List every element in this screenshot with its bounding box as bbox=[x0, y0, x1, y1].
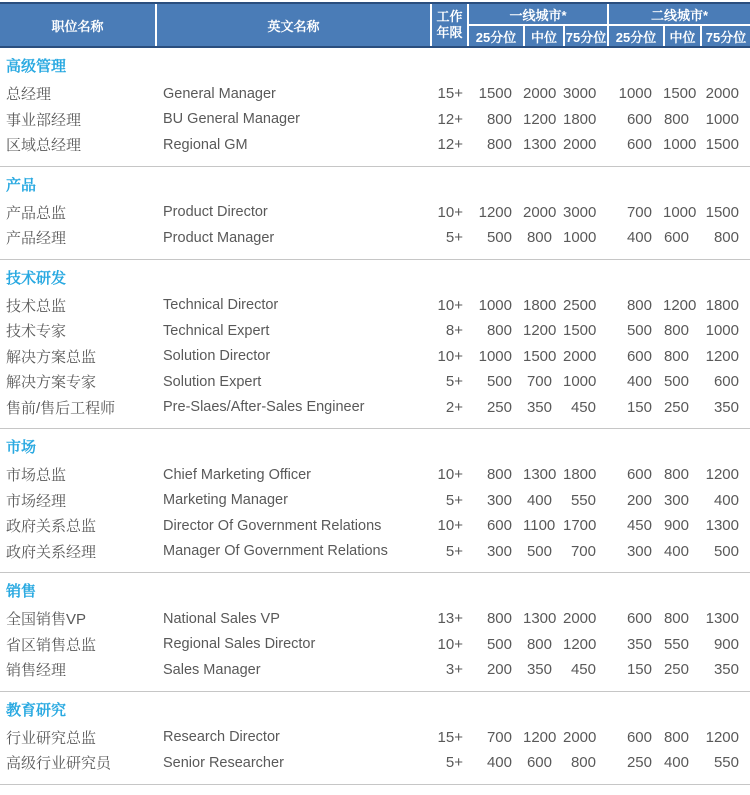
row-position-name: 售前/售后工程师 bbox=[6, 399, 116, 417]
row-tier1-p25: 800 bbox=[486, 322, 512, 340]
row-tier2-p75: 1500 bbox=[705, 136, 739, 154]
row-tier1-p25: 800 bbox=[486, 136, 512, 154]
row-tier1-p25: 800 bbox=[486, 610, 512, 628]
row-position-name: 解决方案总监 bbox=[6, 348, 97, 366]
header-tier2-cities: 二线城市* bbox=[607, 4, 750, 24]
row-tier1-median: 800 bbox=[526, 635, 552, 653]
row-tier2-p75: 1000 bbox=[705, 110, 739, 128]
row-position-name: 销售经理 bbox=[6, 662, 67, 680]
row-tier2-p75: 2000 bbox=[705, 85, 739, 103]
row-english-name: Sales Manager bbox=[163, 661, 261, 678]
row-tier1-median: 600 bbox=[526, 754, 552, 772]
row-position-name: 事业部经理 bbox=[6, 111, 82, 129]
row-tier1-p75: 3000 bbox=[563, 85, 597, 103]
row-tier2-p25: 600 bbox=[626, 136, 652, 154]
row-tier1-median: 2000 bbox=[523, 85, 557, 103]
row-tier1-p75: 2500 bbox=[563, 296, 597, 314]
row-tier2-p25: 250 bbox=[626, 754, 652, 772]
header-tier2-median: 中位 bbox=[663, 26, 700, 46]
row-work-years: 5+ bbox=[445, 229, 463, 247]
row-tier1-p25: 500 bbox=[486, 229, 512, 247]
row-tier1-median: 350 bbox=[526, 398, 552, 416]
row-tier2-median: 300 bbox=[663, 491, 689, 509]
row-tier1-median: 1300 bbox=[523, 136, 557, 154]
row-position-name: 技术专家 bbox=[6, 323, 67, 341]
row-english-name: National Sales VP bbox=[163, 610, 280, 627]
row-tier1-median: 1200 bbox=[523, 110, 557, 128]
row-tier2-p25: 1000 bbox=[618, 85, 652, 103]
header-tier1-p75: 75分位 bbox=[563, 26, 607, 46]
row-english-name: Technical Director bbox=[163, 297, 279, 314]
row-position-name: 高级行业研究员 bbox=[6, 755, 112, 773]
header-english-name: 英文名称 bbox=[155, 4, 430, 46]
row-tier1-median: 2000 bbox=[523, 203, 557, 221]
table-row bbox=[0, 657, 750, 683]
row-tier2-median: 400 bbox=[663, 754, 689, 772]
header-position-name: 职位名称 bbox=[0, 4, 155, 46]
table-row bbox=[0, 200, 750, 226]
row-position-name: 行业研究总监 bbox=[6, 729, 97, 747]
row-work-years: 13+ bbox=[437, 610, 463, 628]
row-tier2-median: 800 bbox=[663, 322, 689, 340]
row-tier2-p25: 150 bbox=[626, 661, 652, 679]
table-section bbox=[0, 692, 750, 785]
row-tier1-p25: 500 bbox=[486, 373, 512, 391]
row-tier2-p25: 500 bbox=[626, 322, 652, 340]
row-tier1-p75: 2000 bbox=[563, 728, 597, 746]
table-row bbox=[0, 488, 750, 514]
table-section bbox=[0, 429, 750, 573]
row-tier2-p75: 1500 bbox=[705, 203, 739, 221]
row-tier2-p75: 800 bbox=[713, 229, 739, 247]
header-work-years-line2: 年限 bbox=[436, 25, 463, 40]
row-tier1-median: 700 bbox=[526, 373, 552, 391]
row-tier1-p75: 700 bbox=[570, 542, 596, 560]
row-tier2-p25: 600 bbox=[626, 728, 652, 746]
row-tier1-median: 800 bbox=[526, 229, 552, 247]
row-tier2-p25: 800 bbox=[626, 296, 652, 314]
section-title: 教育研究 bbox=[6, 701, 67, 719]
row-position-name: 政府关系总监 bbox=[6, 518, 97, 536]
row-tier2-p75: 1300 bbox=[705, 517, 739, 535]
row-tier2-p25: 600 bbox=[626, 347, 652, 365]
row-tier1-p25: 600 bbox=[486, 517, 512, 535]
row-tier2-median: 800 bbox=[663, 347, 689, 365]
row-tier1-median: 1800 bbox=[523, 296, 557, 314]
row-tier1-p25: 1200 bbox=[478, 203, 512, 221]
row-position-name: 政府关系经理 bbox=[6, 543, 97, 561]
row-work-years: 15+ bbox=[437, 85, 463, 103]
row-tier1-p75: 1500 bbox=[563, 322, 597, 340]
row-english-name: Regional Sales Director bbox=[163, 636, 316, 653]
row-tier1-p25: 1500 bbox=[478, 85, 512, 103]
table-row bbox=[0, 632, 750, 658]
row-tier1-p25: 800 bbox=[486, 110, 512, 128]
row-position-name: 产品经理 bbox=[6, 230, 67, 248]
table-body bbox=[0, 48, 750, 785]
section-title: 市场 bbox=[6, 439, 37, 456]
row-tier1-p25: 300 bbox=[486, 542, 512, 560]
row-tier1-median: 500 bbox=[526, 542, 552, 560]
row-tier2-p25: 600 bbox=[626, 610, 652, 628]
header-tier2-p75: 75分位 bbox=[700, 26, 750, 46]
row-tier1-p75: 550 bbox=[570, 491, 596, 509]
row-tier2-median: 400 bbox=[663, 542, 689, 560]
row-tier2-p25: 300 bbox=[626, 542, 652, 560]
table-section bbox=[0, 48, 750, 167]
row-tier1-median: 1300 bbox=[523, 610, 557, 628]
row-english-name: Senior Researcher bbox=[163, 754, 284, 771]
row-tier2-p25: 400 bbox=[626, 229, 652, 247]
table-row bbox=[0, 606, 750, 632]
table-row bbox=[0, 539, 750, 565]
row-tier2-p75: 600 bbox=[713, 373, 739, 391]
row-tier2-p75: 550 bbox=[713, 754, 739, 772]
row-english-name: Pre-Slaes/After-Sales Engineer bbox=[163, 399, 365, 416]
row-tier2-median: 1000 bbox=[663, 203, 697, 221]
row-tier1-p75: 450 bbox=[570, 661, 596, 679]
row-tier2-median: 600 bbox=[663, 229, 689, 247]
table-row bbox=[0, 395, 750, 421]
row-position-name: 区域总经理 bbox=[6, 137, 82, 155]
row-tier2-median: 800 bbox=[663, 610, 689, 628]
row-position-name: 技术总监 bbox=[6, 297, 67, 315]
row-work-years: 10+ bbox=[437, 517, 463, 535]
row-work-years: 12+ bbox=[437, 110, 463, 128]
row-tier1-p75: 1700 bbox=[563, 517, 597, 535]
section-title: 技术研发 bbox=[6, 269, 67, 287]
table-row bbox=[0, 293, 750, 319]
row-position-name: 市场总监 bbox=[6, 467, 67, 485]
row-tier2-median: 900 bbox=[663, 517, 689, 535]
row-work-years: 5+ bbox=[445, 373, 463, 391]
row-work-years: 10+ bbox=[437, 635, 463, 653]
row-tier2-median: 800 bbox=[663, 728, 689, 746]
section-title: 销售 bbox=[6, 583, 37, 600]
table-row bbox=[0, 107, 750, 133]
row-tier2-p25: 400 bbox=[626, 373, 652, 391]
row-english-name: Product Manager bbox=[163, 229, 275, 246]
row-tier2-p75: 1800 bbox=[705, 296, 739, 314]
row-tier2-p25: 450 bbox=[626, 517, 652, 535]
row-tier2-median: 1500 bbox=[663, 85, 697, 103]
row-english-name: Director Of Government Relations bbox=[163, 517, 382, 534]
row-tier1-p75: 1800 bbox=[563, 466, 597, 484]
row-tier2-p75: 400 bbox=[713, 491, 739, 509]
section-title: 高级管理 bbox=[6, 58, 67, 75]
row-tier1-p25: 300 bbox=[486, 491, 512, 509]
row-tier1-median: 1100 bbox=[523, 517, 556, 535]
table-header bbox=[0, 2, 750, 48]
row-tier2-p25: 600 bbox=[626, 466, 652, 484]
table-section bbox=[0, 573, 750, 692]
header-tier1-cities: 一线城市* bbox=[467, 4, 607, 24]
table-row bbox=[0, 513, 750, 539]
table-section bbox=[0, 260, 750, 430]
table-row bbox=[0, 344, 750, 370]
table-row bbox=[0, 725, 750, 751]
row-tier2-median: 1000 bbox=[663, 136, 697, 154]
row-position-name: 产品总监 bbox=[6, 204, 67, 222]
row-work-years: 10+ bbox=[437, 296, 463, 314]
row-tier1-median: 1200 bbox=[523, 322, 557, 340]
row-tier2-p25: 150 bbox=[626, 398, 652, 416]
row-english-name: Regional GM bbox=[163, 136, 248, 153]
row-tier1-median: 1300 bbox=[523, 466, 557, 484]
section-title: 产品 bbox=[6, 176, 37, 194]
row-tier2-median: 800 bbox=[663, 110, 689, 128]
row-work-years: 5+ bbox=[445, 754, 463, 772]
header-tier2-p25: 25分位 bbox=[607, 26, 663, 46]
row-tier2-p75: 1200 bbox=[705, 728, 739, 746]
row-english-name: Product Director bbox=[163, 204, 268, 221]
row-tier2-p75: 350 bbox=[713, 661, 739, 679]
row-tier1-p75: 1000 bbox=[563, 373, 597, 391]
row-work-years: 8+ bbox=[445, 322, 463, 340]
row-english-name: Research Director bbox=[163, 729, 280, 746]
row-tier1-p25: 1000 bbox=[478, 347, 512, 365]
row-english-name: Solution Director bbox=[163, 348, 271, 365]
row-english-name: Manager Of Government Relations bbox=[163, 543, 388, 560]
row-english-name: Solution Expert bbox=[163, 373, 262, 390]
row-tier1-p75: 2000 bbox=[563, 610, 597, 628]
row-position-name: 解决方案专家 bbox=[6, 374, 97, 392]
row-work-years: 15+ bbox=[437, 728, 463, 746]
row-english-name: Technical Expert bbox=[163, 322, 270, 339]
table-row bbox=[0, 132, 750, 158]
table-row bbox=[0, 369, 750, 395]
table-row bbox=[0, 225, 750, 251]
row-tier2-p75: 350 bbox=[713, 398, 739, 416]
table-row bbox=[0, 462, 750, 488]
table-row bbox=[0, 318, 750, 344]
row-tier1-p75: 2000 bbox=[563, 136, 597, 154]
row-position-name: 全国销售VP bbox=[6, 611, 87, 629]
table-row bbox=[0, 81, 750, 107]
row-tier1-p25: 250 bbox=[486, 398, 512, 416]
header-tier1-median: 中位 bbox=[523, 26, 563, 46]
row-tier2-median: 1200 bbox=[663, 296, 697, 314]
row-tier1-p75: 800 bbox=[570, 754, 596, 772]
row-tier2-p25: 200 bbox=[626, 491, 652, 509]
row-tier2-median: 800 bbox=[663, 466, 689, 484]
row-position-name: 省区销售总监 bbox=[6, 636, 97, 654]
row-tier2-p25: 700 bbox=[626, 203, 652, 221]
row-tier1-p75: 1800 bbox=[563, 110, 597, 128]
row-english-name: Marketing Manager bbox=[163, 492, 288, 509]
row-tier1-p25: 400 bbox=[486, 754, 512, 772]
row-work-years: 10+ bbox=[437, 203, 463, 221]
row-work-years: 5+ bbox=[445, 542, 463, 560]
row-tier2-p25: 600 bbox=[626, 110, 652, 128]
row-tier2-median: 250 bbox=[663, 661, 689, 679]
row-tier1-p75: 2000 bbox=[563, 347, 597, 365]
row-position-name: 总经理 bbox=[6, 86, 52, 104]
row-tier1-p75: 3000 bbox=[563, 203, 597, 221]
row-tier2-p75: 900 bbox=[713, 635, 739, 653]
row-tier1-p25: 700 bbox=[486, 728, 512, 746]
row-tier1-p25: 200 bbox=[486, 661, 512, 679]
row-tier2-p75: 500 bbox=[713, 542, 739, 560]
row-tier1-median: 1500 bbox=[523, 347, 557, 365]
row-tier1-median: 350 bbox=[526, 661, 552, 679]
row-work-years: 2+ bbox=[445, 398, 463, 416]
row-work-years: 3+ bbox=[445, 661, 463, 679]
row-tier2-median: 250 bbox=[663, 398, 689, 416]
header-tier1-p25: 25分位 bbox=[467, 26, 523, 46]
row-tier1-p25: 1000 bbox=[478, 296, 512, 314]
row-tier1-p75: 1200 bbox=[563, 635, 597, 653]
row-tier2-p75: 1300 bbox=[705, 610, 739, 628]
row-work-years: 10+ bbox=[437, 347, 463, 365]
row-tier2-median: 550 bbox=[663, 635, 689, 653]
row-tier1-median: 1200 bbox=[523, 728, 557, 746]
row-english-name: General Manager bbox=[163, 85, 276, 102]
table-section bbox=[0, 167, 750, 260]
header-work-years bbox=[430, 4, 467, 46]
row-work-years: 12+ bbox=[437, 136, 463, 154]
table-row bbox=[0, 750, 750, 776]
row-english-name: Chief Marketing Officer bbox=[163, 466, 312, 483]
row-tier2-p75: 1200 bbox=[705, 466, 739, 484]
row-tier1-median: 400 bbox=[526, 491, 552, 509]
row-tier1-p25: 500 bbox=[486, 635, 512, 653]
row-work-years: 10+ bbox=[437, 466, 463, 484]
row-tier2-p75: 1200 bbox=[705, 347, 739, 365]
row-tier2-p75: 1000 bbox=[705, 322, 739, 340]
row-tier2-p25: 350 bbox=[626, 635, 652, 653]
row-tier1-p75: 450 bbox=[570, 398, 596, 416]
row-tier1-p25: 800 bbox=[486, 466, 512, 484]
row-work-years: 5+ bbox=[445, 491, 463, 509]
row-tier1-p75: 1000 bbox=[563, 229, 597, 247]
header-work-years-line1: 工作 bbox=[436, 8, 463, 24]
row-position-name: 市场经理 bbox=[6, 492, 67, 510]
row-tier2-median: 500 bbox=[663, 373, 689, 391]
row-english-name: BU General Manager bbox=[163, 111, 301, 128]
